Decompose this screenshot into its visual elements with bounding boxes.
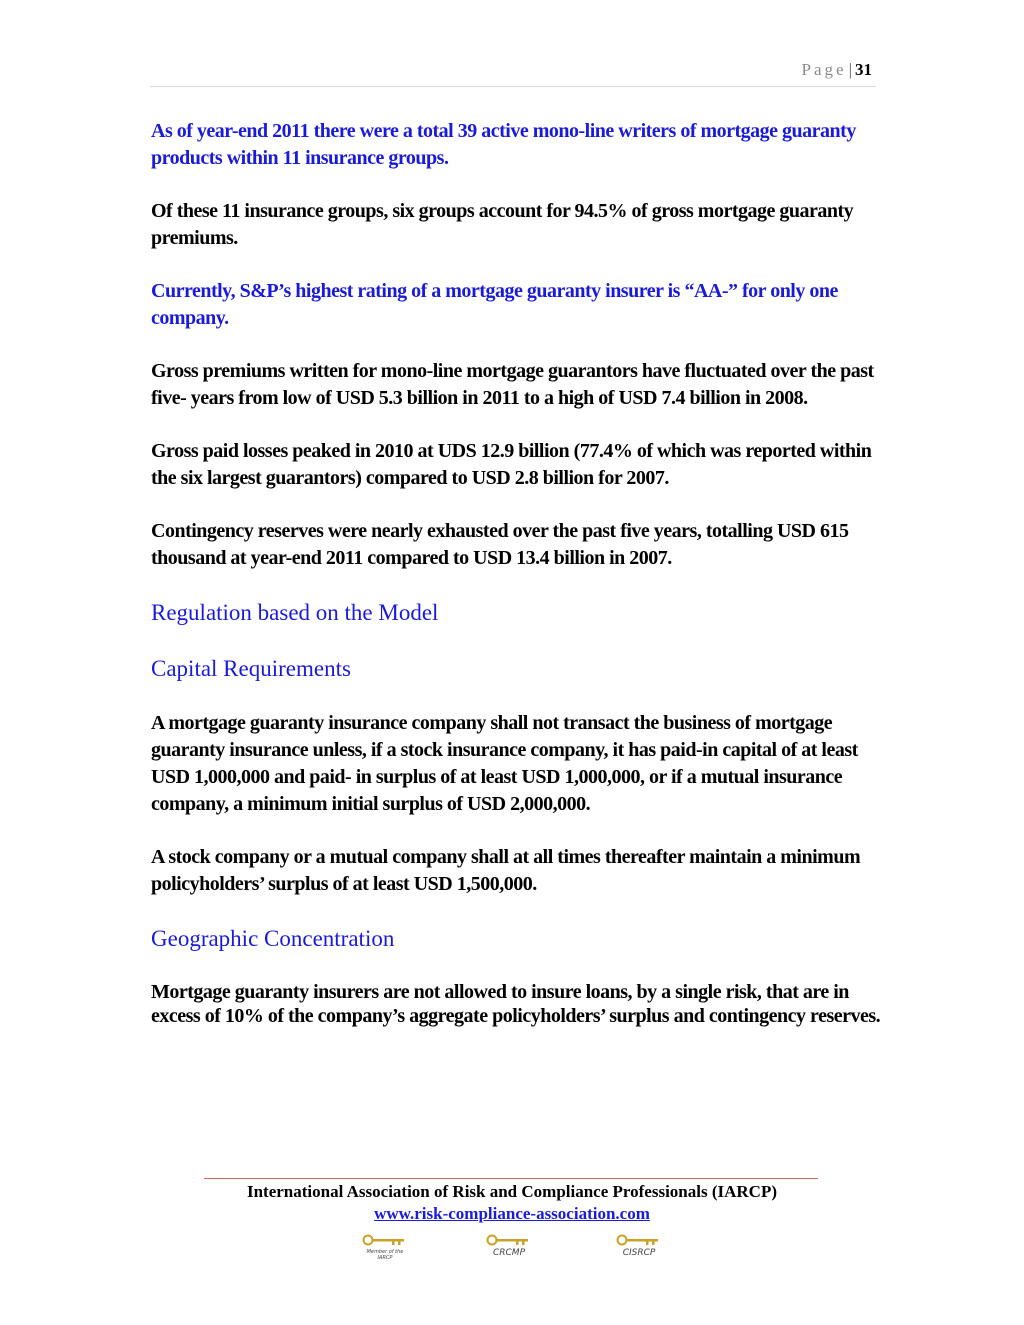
paragraph-active-writers: As of year-end 2011 there were a total 39 active mono-line writers of mortgage guaranty products within 11 insurance groups. xyxy=(151,120,856,169)
logo-label: CRCMP xyxy=(492,1248,525,1258)
logo-member-iarcp xyxy=(360,1232,410,1262)
paragraph-gross-premiums: Gross premiums written for mono-line mortgage guarantors have fluctuated over the past five- years from low of USD 5.3 billion in 2011 to a high of USD 7.4 billion in 2008. xyxy=(151,360,874,409)
page-number-label: Page | 31 xyxy=(801,60,872,79)
key-icon xyxy=(362,1234,406,1246)
footer-logos xyxy=(0,1232,1024,1264)
key-icon xyxy=(486,1234,530,1246)
page-label-text: Page xyxy=(801,60,847,79)
logo-cisrcp xyxy=(614,1232,664,1262)
document-body xyxy=(151,118,881,1054)
footer-divider xyxy=(204,1178,818,1179)
footer-organization: International Association of Risk and Compliance Professionals (IARCP) xyxy=(246,1182,778,1201)
page-number: 31 xyxy=(855,60,872,79)
heading-geographic-concentration: Geographic Concentration xyxy=(151,926,395,951)
footer-website-link[interactable]: www.risk-compliance-association.com xyxy=(374,1204,650,1223)
paragraph-capital-minimum: A mortgage guaranty insurance company shall not transact the business of mortgage guaranty insurance unless, if a stock insurance company, it has paid-in capital of at least USD 1,000,000 and paid- in surplus of at least USD 1,000,000, or if a mutual insurance company, a minimum initial surplus of USD 2,000,000. xyxy=(151,712,858,815)
paragraph-sp-rating: Currently, S&P’s highest rating of a mortgage guaranty insurer is “AA-” for only one company. xyxy=(151,280,838,329)
logo-label: Member of the IARCP xyxy=(366,1249,404,1261)
paragraph-single-risk-limit: Mortgage guaranty insurers are not allowed to insure loans, by a single risk, that are in excess of 10% of the company’s aggregate policyholders’ surplus and contingency reserves. xyxy=(151,981,881,1027)
paragraph-policyholder-surplus: A stock company or a mutual company shall at all times thereafter maintain a minimum policyholders’ surplus of at least USD 1,500,000. xyxy=(151,846,861,895)
logo-label: CISRCP xyxy=(622,1248,656,1258)
paragraph-paid-losses: Gross paid losses peaked in 2010 at UDS 12.9 billion (77.4% of which was reported within the six largest guarantors) compared to USD 2.8 billion for 2007. xyxy=(151,440,872,489)
page-header xyxy=(150,60,876,87)
heading-regulation: Regulation based on the Model xyxy=(151,600,439,625)
heading-capital-requirements: Capital Requirements xyxy=(151,656,351,681)
key-icon xyxy=(616,1234,660,1246)
paragraph-contingency-reserves: Contingency reserves were nearly exhausted over the past five years, totalling USD 615 thousand at year-end 2011 compared to USD 13.4 billion in 2007. xyxy=(151,520,849,569)
logo-crcmp xyxy=(484,1232,534,1262)
paragraph-insurance-groups: Of these 11 insurance groups, six groups account for 94.5% of gross mortgage guaranty premiums. xyxy=(151,200,854,249)
